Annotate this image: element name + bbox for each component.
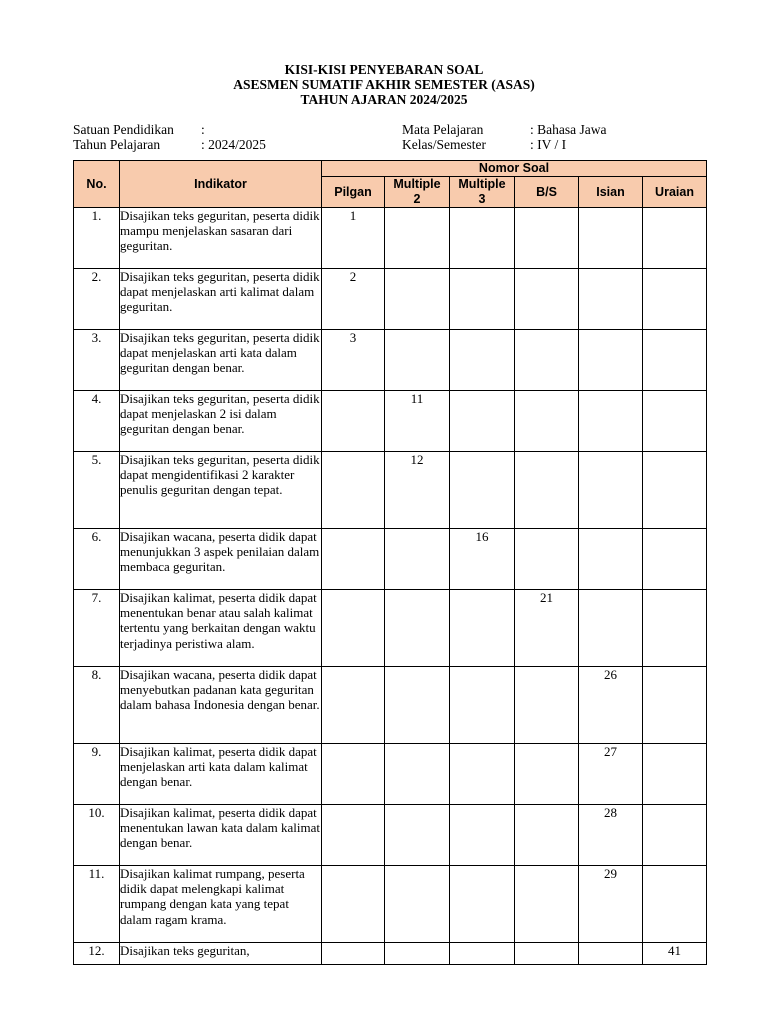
row-indikator: Disajikan teks geguritan, peserta didik dapat menjelaskan arti kata dalam geguritan dengan benar. xyxy=(120,330,322,391)
doc-title-line1: KISI-KISI PENYEBARAN SOAL xyxy=(284,62,484,77)
row-nomor-soal-cell xyxy=(385,805,450,866)
mapel-value: : Bahasa Jawa xyxy=(530,122,607,137)
row-indikator: Disajikan kalimat, peserta didik dapat menentukan lawan kata dalam kalimat dengan benar. xyxy=(120,805,322,866)
row-indikator: Disajikan wacana, peserta didik dapat menunjukkan 3 aspek penilaian dalam membaca geguritan. xyxy=(120,529,322,590)
table-row xyxy=(74,744,707,805)
row-nomor-soal-cell xyxy=(385,667,450,744)
row-nomor-soal-cell xyxy=(385,330,450,391)
doc-title-line2: ASESMEN SUMATIF AKHIR SEMESTER (ASAS) xyxy=(233,77,535,92)
row-nomor-soal-cell xyxy=(515,805,579,866)
row-nomor-soal-cell: 16 xyxy=(450,529,515,590)
row-indikator: Disajikan kalimat, peserta didik dapat menentukan benar atau salah kalimat tertentu yang berkaitan dengan waktu terjadinya peristiwa alam. xyxy=(120,590,322,667)
row-nomor-soal-cell xyxy=(450,391,515,452)
row-nomor-soal-cell xyxy=(643,269,707,330)
row-nomor-soal-cell xyxy=(515,943,579,965)
row-nomor-soal-cell xyxy=(643,590,707,667)
doc-title-line3: TAHUN AJARAN 2024/2025 xyxy=(300,92,468,107)
row-nomor-soal-cell: 41 xyxy=(643,943,707,965)
row-nomor-soal-cell xyxy=(515,529,579,590)
row-nomor-soal-cell: 21 xyxy=(515,590,579,667)
row-nomor-soal-cell xyxy=(515,452,579,529)
row-nomor-soal-cell xyxy=(322,590,385,667)
satuan-label: Satuan Pendidikan xyxy=(73,122,174,137)
row-nomor-soal-cell xyxy=(515,744,579,805)
row-nomor-soal-cell xyxy=(450,208,515,269)
table-row xyxy=(74,452,707,529)
row-nomor-soal-cell xyxy=(385,943,450,965)
row-nomor-soal-cell xyxy=(385,866,450,943)
table-row xyxy=(74,529,707,590)
row-nomor-soal-cell xyxy=(385,529,450,590)
row-number: 2. xyxy=(74,269,120,330)
row-nomor-soal-cell xyxy=(385,590,450,667)
header-multiple-2 xyxy=(385,177,450,208)
tahun-label: Tahun Pelajaran xyxy=(73,137,161,152)
row-number: 3. xyxy=(74,330,120,391)
row-nomor-soal-cell xyxy=(579,943,643,965)
table-row xyxy=(74,590,707,667)
row-nomor-soal-cell xyxy=(322,744,385,805)
header-multiple-3-line2: 3 xyxy=(478,192,486,206)
table-row xyxy=(74,330,707,391)
row-nomor-soal-cell: 28 xyxy=(579,805,643,866)
row-nomor-soal-cell xyxy=(643,330,707,391)
row-nomor-soal-cell xyxy=(322,529,385,590)
row-indikator: Disajikan wacana, peserta didik dapat menyebutkan padanan kata geguritan dalam bahasa Indonesia dengan benar. xyxy=(120,667,322,744)
row-nomor-soal-cell: 12 xyxy=(385,452,450,529)
row-nomor-soal-cell xyxy=(450,330,515,391)
row-nomor-soal-cell xyxy=(515,667,579,744)
row-indikator: Disajikan teks geguritan, peserta didik dapat menjelaskan 2 isi dalam geguritan dengan benar. xyxy=(120,391,322,452)
row-nomor-soal-cell: 11 xyxy=(385,391,450,452)
row-nomor-soal-cell xyxy=(450,744,515,805)
row-nomor-soal-cell xyxy=(450,269,515,330)
row-nomor-soal-cell: 29 xyxy=(579,866,643,943)
tahun-value: : 2024/2025 xyxy=(201,137,266,152)
row-number: 9. xyxy=(74,744,120,805)
row-nomor-soal-cell xyxy=(322,667,385,744)
row-nomor-soal-cell: 26 xyxy=(579,667,643,744)
row-number: 6. xyxy=(74,529,120,590)
table-row xyxy=(74,805,707,866)
header-multiple-3-line1: Multiple xyxy=(458,177,506,191)
kelas-label: Kelas/Semester xyxy=(402,137,486,152)
row-nomor-soal-cell xyxy=(643,866,707,943)
row-nomor-soal-cell xyxy=(450,866,515,943)
table-row xyxy=(74,391,707,452)
row-nomor-soal-cell xyxy=(450,667,515,744)
row-nomor-soal-cell xyxy=(322,943,385,965)
row-indikator: Disajikan kalimat rumpang, peserta didik dapat melengkapi kalimat rumpang dengan kata yang tepat dalam ragam krama. xyxy=(120,866,322,943)
row-number: 4. xyxy=(74,391,120,452)
row-nomor-soal-cell xyxy=(643,452,707,529)
row-nomor-soal-cell xyxy=(450,590,515,667)
row-number: 5. xyxy=(74,452,120,529)
row-nomor-soal-cell xyxy=(643,208,707,269)
row-number: 12. xyxy=(74,943,120,965)
row-nomor-soal-cell xyxy=(322,805,385,866)
table-row xyxy=(74,866,707,943)
kisi-kisi-table xyxy=(73,160,707,965)
header-indikator: Indikator xyxy=(120,161,322,208)
row-nomor-soal-cell xyxy=(385,744,450,805)
row-number: 11. xyxy=(74,866,120,943)
row-nomor-soal-cell: 27 xyxy=(579,744,643,805)
row-indikator: Disajikan teks geguritan, peserta didik dapat menjelaskan arti kalimat dalam geguritan. xyxy=(120,269,322,330)
row-nomor-soal-cell xyxy=(643,667,707,744)
row-number: 1. xyxy=(74,208,120,269)
row-nomor-soal-cell xyxy=(385,269,450,330)
header-multiple-3 xyxy=(450,177,515,208)
header-bs: B/S xyxy=(515,177,579,208)
table-row xyxy=(74,667,707,744)
header-pilgan: Pilgan xyxy=(322,177,385,208)
mapel-label: Mata Pelajaran xyxy=(402,122,484,137)
header-multiple-2-line1: Multiple xyxy=(393,177,441,191)
row-nomor-soal-cell xyxy=(322,452,385,529)
row-nomor-soal-cell xyxy=(579,208,643,269)
row-number: 8. xyxy=(74,667,120,744)
header-nomor-soal: Nomor Soal xyxy=(322,161,707,177)
header-multiple-2-line2: 2 xyxy=(413,192,421,206)
row-nomor-soal-cell: 3 xyxy=(322,330,385,391)
row-nomor-soal-cell xyxy=(322,391,385,452)
row-nomor-soal-cell xyxy=(515,866,579,943)
row-nomor-soal-cell xyxy=(322,866,385,943)
header-uraian: Uraian xyxy=(643,177,707,208)
table-row xyxy=(74,943,707,965)
row-indikator: Disajikan teks geguritan, peserta didik dapat mengidentifikasi 2 karakter penulis geguritan dengan tepat. xyxy=(120,452,322,529)
satuan-value: : xyxy=(201,122,205,137)
row-nomor-soal-cell: 1 xyxy=(322,208,385,269)
table-row xyxy=(74,208,707,269)
row-indikator: Disajikan teks geguritan, peserta didik mampu menjelaskan sasaran dari geguritan. xyxy=(120,208,322,269)
row-nomor-soal-cell xyxy=(579,529,643,590)
row-nomor-soal-cell xyxy=(515,391,579,452)
row-nomor-soal-cell xyxy=(579,590,643,667)
row-nomor-soal-cell xyxy=(515,330,579,391)
row-nomor-soal-cell xyxy=(515,269,579,330)
row-nomor-soal-cell xyxy=(450,805,515,866)
row-nomor-soal-cell xyxy=(579,269,643,330)
header-isian: Isian xyxy=(579,177,643,208)
row-nomor-soal-cell xyxy=(643,805,707,866)
row-nomor-soal-cell xyxy=(450,943,515,965)
kelas-value: : IV / I xyxy=(530,137,567,152)
row-nomor-soal-cell xyxy=(450,452,515,529)
row-number: 7. xyxy=(74,590,120,667)
row-nomor-soal-cell xyxy=(643,529,707,590)
row-nomor-soal-cell xyxy=(579,452,643,529)
row-nomor-soal-cell xyxy=(579,391,643,452)
header-no: No. xyxy=(74,161,120,208)
row-indikator: Disajikan teks geguritan, xyxy=(120,943,322,965)
row-nomor-soal-cell xyxy=(385,208,450,269)
row-nomor-soal-cell xyxy=(643,744,707,805)
row-indikator: Disajikan kalimat, peserta didik dapat menjelaskan arti kata dalam kalimat dengan benar. xyxy=(120,744,322,805)
row-nomor-soal-cell: 2 xyxy=(322,269,385,330)
row-number: 10. xyxy=(74,805,120,866)
row-nomor-soal-cell xyxy=(579,330,643,391)
row-nomor-soal-cell xyxy=(515,208,579,269)
table-row xyxy=(74,269,707,330)
row-nomor-soal-cell xyxy=(643,391,707,452)
